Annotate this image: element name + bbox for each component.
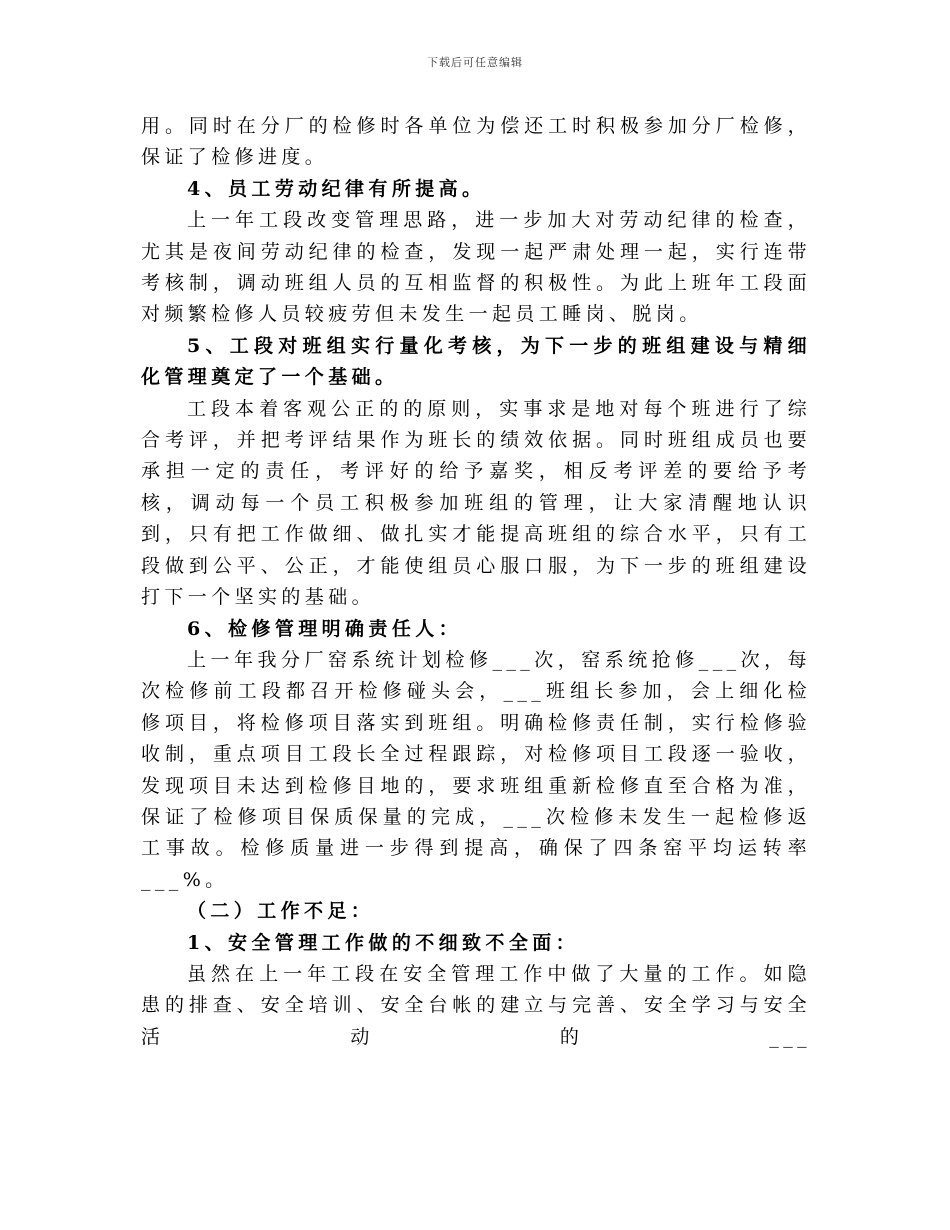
page-header: 下载后可任意编辑	[427, 56, 523, 69]
paragraph-continuation: 用。同时在分厂的检修时各单位为偿还工时积极参加分厂检修，保证了检修进度。	[141, 115, 811, 169]
section-heading-5: 5、工段对班组实行量化考核，为下一步的班组建设与精细化管理奠定了一个基础。	[141, 334, 811, 389]
section-heading-4: 4、员工劳动纪律有所提高。	[187, 177, 486, 200]
section-heading-safety: 1、安全管理工作做的不细致不全面：	[187, 931, 580, 954]
section-heading-shortcomings: （二）工作不足：	[187, 900, 375, 923]
paragraph-safety-management: 虽然在上一年工段在安全管理工作中做了大量的工作。如隐患的排查、安全培训、安全台帐的建立与完善、安全学习与安全活动的___	[141, 962, 811, 1048]
paragraph-maintenance-management: 上一年我分厂窑系统计划检修___次，窑系统抢修___次，每次检修前工段都召开检修碰头会，___班组长参加，会上细化检修项目，将检修项目落实到班组。明确检修责任制，实行检修验收制，重点项目工段长全过程跟踪，对检修项目工段逐一验收，发现项目未达到检修目地的，要求班组重新检修直至合格为准，保证了检修项目保质保量的完成，___次检修未发生一起检修返工事故。检修质量进一步得到提高，确保了四条窑平均运转率___%。	[141, 648, 811, 891]
document-body	[141, 111, 811, 1053]
section-heading-6: 6、检修管理明确责任人：	[187, 617, 463, 640]
paragraph-labor-discipline: 上一年工段改变管理思路，进一步加大对劳动纪律的检查，尤其是夜间劳动纪律的检查，发现一起严肃处理一起，实行连带考核制，调动班组人员的互相监督的积极性。为此上班年工段面对频繁检修人员较疲劳但未发生一起员工睡岗、脱岗。	[141, 209, 811, 326]
paragraph-quantitative-assessment: 工段本着客观公正的的原则，实事求是地对每个班进行了综合考评，并把考评结果作为班长的绩效依据。同时班组成员也要承担一定的责任，考评好的给予嘉奖，相反考评差的要给予考核，调动每一个员工积极参加班组的管理，让大家清醒地认识到，只有把工作做细、做扎实才能提高班组的综合水平，只有工段做到公平、公正，才能使组员心服口服，为下一步的班组建设打下一个坚实的基础。	[141, 397, 811, 609]
